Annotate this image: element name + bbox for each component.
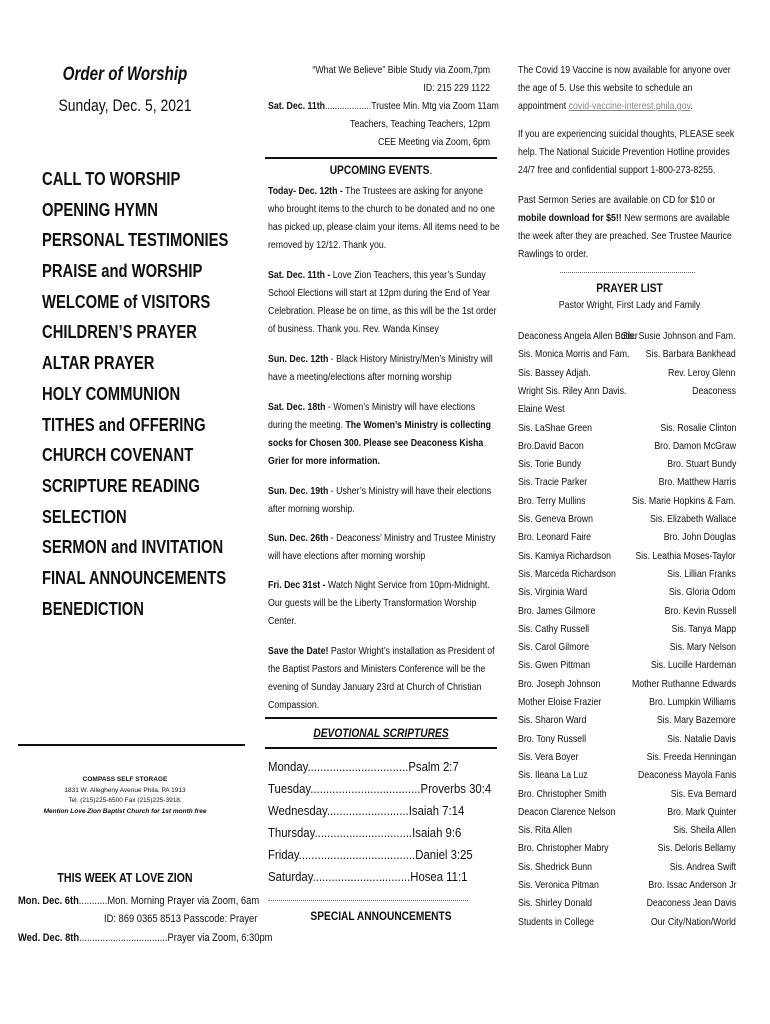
prayer-row: [518, 694, 736, 713]
prayer-row: [518, 566, 736, 585]
prayer-name: Bro. Lumpkin Williams: [649, 697, 736, 708]
leader-dots: ..........................: [326, 803, 409, 818]
this-week-event: Mon. Morning Prayer via Zoom, 6am: [107, 895, 260, 907]
sat-schedule-cont: [249, 116, 490, 152]
event-text: - Usher’s Ministry will have their elections after morning worship.: [268, 486, 492, 515]
devotional-item: [268, 844, 473, 866]
event-date: Fri. Dec 31st -: [268, 580, 326, 591]
this-week-event: ID: 869 0365 8513 Passcode: Prayer: [104, 913, 258, 925]
prayer-name: Sis. Gloria Odom: [669, 587, 736, 599]
prayer-name: Sis. Deloris Bellamy: [658, 843, 736, 855]
special-announcements-heading: SPECIAL ANNOUNCEMENTS: [310, 909, 452, 923]
leader-dots: ................................: [307, 759, 409, 774]
order-item: CALL TO WORSHIP: [42, 168, 181, 189]
event-date: Sat. Dec. 18th: [268, 402, 326, 413]
service-date: Sunday, Dec. 5, 2021: [58, 96, 192, 115]
event-text: The Trustees are asking for anyone who brought items to the church to be donated and no one has picked up, please claim your items. All items need to be removed by 12/12. Thank you.: [268, 186, 500, 251]
prayer-name: Sis. Shirley Donald: [518, 898, 593, 910]
devotional-ref: Isaiah 7:14: [408, 803, 465, 818]
prayer-name: Bro. Tony Russell: [518, 733, 587, 745]
prayer-name: Sis. Vera Boyer: [518, 751, 579, 763]
suicide-hotline-notice: If you are experiencing suicidal thoughts, PLEASE seek help. The National Suicide Prevention Hotline provides 24/7 free and confidential support 1-800-273-8255.: [518, 129, 735, 176]
devotional-ref: Hosea 11:1: [410, 869, 468, 884]
prayer-name: Sis. Gwen Pittman: [518, 660, 591, 672]
prayer-row: [518, 529, 736, 548]
upcoming-event: [268, 267, 500, 339]
prayer-name: Bro. Damon McGraw: [654, 440, 736, 452]
upcoming-event: [268, 483, 500, 519]
event-text: Love Zion Teachers, this year’s Sunday School Elections will start at 12pm during the End of Year Celebration. Please be on time, as this will be the 1st order of business. Thank you. Rev. Wanda Kinsey: [268, 270, 497, 335]
devotional-item: [268, 866, 467, 888]
event-date: Today- Dec. 12th -: [268, 186, 343, 197]
prayer-row: [518, 420, 736, 439]
prayer-name: Bro.David Bacon: [518, 440, 584, 452]
order-item: OPENING HYMN: [42, 198, 158, 220]
order-item: CHURCH COVENANT: [42, 444, 194, 466]
prayer-row: [518, 438, 736, 457]
upcoming-event: [268, 643, 500, 715]
prayer-list-subheading: Pastor Wright, First Lady and Family: [558, 300, 701, 311]
prayer-name: Sis. Bassey Adjah.: [518, 367, 591, 379]
this-week-line: [104, 913, 257, 925]
sat-schedule: [268, 98, 517, 116]
prayer-name: Sis. Tracie Parker: [518, 477, 588, 489]
devotional-day: Saturday: [268, 869, 313, 884]
prayer-row: [518, 456, 736, 475]
event-date: Sat. Dec. 11th -: [268, 270, 331, 281]
prayer-name: Bro. Joseph Johnson: [518, 678, 601, 690]
event-date: Sun. Dec. 12th: [268, 354, 329, 365]
prayer-name: Sis. Geneva Brown: [518, 514, 593, 525]
prayer-name: Sis. Ileana La Luz: [518, 770, 588, 782]
leader-dots: ..................................: [79, 932, 168, 944]
prayer-row: [518, 584, 736, 603]
upcoming-event: [268, 399, 500, 471]
section-divider: [18, 744, 245, 746]
prayer-name: Bro. Leonard Faire: [518, 532, 592, 544]
prayer-row: [518, 840, 736, 859]
prayer-row: [518, 859, 736, 878]
prayer-row: [518, 749, 736, 768]
order-item: PERSONAL TESTIMONIES: [42, 229, 229, 251]
prayer-name: Bro. Mark Quinter: [666, 806, 736, 818]
order-item: BENEDICTION: [42, 597, 144, 619]
devotional-heading: DEVOTIONAL SCRIPTURES: [313, 726, 449, 740]
prayer-row: [518, 401, 736, 420]
prayer-name: Sis. Marie Hopkins & Fam.: [632, 495, 736, 507]
sermon-series-notice: Past Sermon Series are available on CD for $10 or mobile download for $5!! New sermons are available the week after they are preached. See Trustee Maurice Rawlings to order.: [518, 195, 732, 260]
prayer-name: Sis. Susie Johnson and Fam.: [622, 331, 736, 342]
leader-dots: ...................................: [310, 781, 421, 796]
this-week-event: Prayer via Zoom, 6:30pm: [167, 932, 273, 944]
prayer-name: Sis. Freeda Henningan: [646, 751, 736, 763]
prayer-name: Bro. Terry Mullins: [518, 495, 586, 507]
prayer-list-heading: PRAYER LIST: [596, 281, 663, 295]
devotional-ref: Isaiah 9:6: [412, 825, 462, 840]
prayer-row: [518, 804, 736, 823]
prayer-row: [518, 328, 736, 347]
order-item: FINAL ANNOUNCEMENTS: [42, 566, 227, 588]
prayer-row: [518, 603, 736, 622]
prayer-name: Rev. Leroy Glenn: [668, 367, 736, 379]
event-text: - Women’s Ministry will have elections during the meeting.: [268, 402, 476, 431]
prayer-name: Sis. Carol Gilmore: [518, 642, 590, 654]
prayer-row: [518, 639, 736, 658]
prayer-name: Sis. Leathia Moses-Taylor: [635, 550, 736, 562]
prayer-name: Deaconess: [692, 385, 736, 397]
event-text-bold: The Women’s Ministry is collecting socks for Chosen 300. Please see Deaconess Kisha Grier for more information.: [268, 420, 492, 467]
bible-study-id: ID: 215 229 1122: [423, 83, 490, 94]
prayer-row: [518, 914, 736, 933]
devotional-day: Wednesday: [268, 803, 327, 818]
prayer-name: Sis. Barbara Bankhead: [645, 349, 736, 361]
prayer-name: Sis. Sheila Allen: [673, 825, 736, 837]
section-divider: [265, 747, 497, 749]
prayer-name: Sis. Veronica Pitman: [518, 880, 599, 891]
devotional-day: Monday: [268, 759, 308, 774]
order-item: WELCOME of VISITORS: [42, 290, 211, 312]
order-of-worship-list: [42, 164, 275, 624]
prayer-name: Sis. Sharon Ward: [518, 715, 587, 727]
prayer-name: Bro. Kevin Russell: [664, 605, 736, 617]
devotional-day: Thursday: [268, 825, 315, 840]
prayer-name: Sis. Cathy Russell: [518, 623, 590, 635]
sponsor-name: COMPASS SELF STORAGE: [82, 776, 168, 783]
this-week-date: Wed. Dec. 8th: [18, 932, 80, 944]
order-item: SERMON and INVITATION: [42, 536, 224, 558]
prayer-name: Deacon Clarence Nelson: [518, 806, 616, 818]
schedule-event: Trustee Min. Mtg via Zoom 11am: [371, 101, 499, 112]
prayer-name: Deaconess Angela Allen Butler: [518, 331, 638, 342]
prayer-name: Bro. Christopher Smith: [518, 788, 607, 800]
prayer-row: [518, 676, 736, 695]
devotional-day: Friday: [268, 847, 299, 862]
prayer-name: Sis. Tanya Mapp: [671, 623, 736, 635]
sponsor-phone: Tel. (215)225-6500 Fax (215)225-3918.: [68, 797, 182, 804]
prayer-name: Sis. Elizabeth Wallace: [649, 514, 736, 525]
prayer-row: [518, 657, 736, 676]
this-week-date: Mon. Dec. 6th: [18, 895, 79, 907]
prayer-row: [518, 767, 736, 786]
prayer-row: [518, 895, 736, 914]
dotted-divider: [268, 900, 468, 901]
prayer-name: Mother Ruthanne Edwards: [631, 678, 736, 690]
prayer-row: [518, 712, 736, 731]
bible-study-title: “What We Believe” Bible Study via Zoom,7pm: [312, 65, 490, 76]
schedule-event: CEE Meeting via Zoom, 6pm: [377, 137, 490, 148]
upcoming-events-heading: UPCOMING EVENTS.: [329, 163, 433, 177]
order-item: HOLY COMMUNION: [42, 382, 181, 404]
prayer-name: Students in College: [518, 916, 594, 928]
leader-dots: ...............................: [312, 869, 411, 884]
prayer-name: Sis. Andrea Swift: [669, 861, 736, 873]
prayer-name: Bro. James Gilmore: [518, 605, 596, 617]
prayer-row: [518, 346, 736, 365]
prayer-name: Sis. Natalie Davis: [667, 733, 736, 745]
event-text: - Black History Ministry/Men’s Ministry will have a meeting/elections after morning worship: [268, 354, 493, 383]
prayer-name: Sis. Eva Bernard: [670, 788, 736, 800]
order-item: TITHES and OFFERING: [42, 413, 206, 435]
section-divider: [265, 157, 497, 159]
covid-notice: The Covid 19 Vaccine is now available for anyone over the age of 5. Use this website to schedule an appointment covid-vaccine-interest.phila.gov.: [518, 65, 731, 112]
prayer-name: Bro. Christopher Mabry: [518, 843, 609, 855]
bible-study-notice: [249, 62, 490, 98]
prayer-name: Bro. Issac Anderson Jr: [647, 880, 736, 891]
devotional-item: [268, 800, 464, 822]
section-divider: [265, 717, 497, 719]
prayer-name: Sis. Mary Bazemore: [657, 715, 736, 727]
prayer-name: Sis. Rosalie Clinton: [660, 422, 736, 434]
upcoming-event: [268, 577, 500, 631]
this-week-heading: THIS WEEK AT LOVE ZION: [57, 871, 193, 885]
order-item: ALTAR PRAYER: [42, 352, 155, 374]
prayer-name: Sis. Lillian Franks: [667, 568, 736, 580]
order-item: SELECTION: [42, 505, 127, 527]
dotted-divider: [560, 272, 695, 273]
prayer-row: [518, 786, 736, 805]
prayer-name: Sis. Rita Allen: [518, 825, 573, 837]
devotional-ref: Daniel 3:25: [415, 847, 473, 862]
devotional-ref: Proverbs 30:4: [420, 781, 492, 796]
prayer-row: [518, 511, 736, 530]
event-date: Save the Date!: [268, 646, 329, 657]
prayer-name: Our City/Nation/World: [650, 916, 736, 928]
prayer-name: Sis. LaShae Green: [518, 422, 593, 434]
leader-dots: ...............................: [314, 825, 413, 840]
event-text: Pastor Wright’s installation as President of the Baptist Pastors and Ministers Conference will be the evening of Sunday January 23rd at Church of Christian Compassion.: [268, 646, 495, 711]
devotional-day: Tuesday: [268, 781, 311, 796]
devotional-ref: Psalm 2:7: [408, 759, 459, 774]
prayer-name: Sis. Mary Nelson: [669, 642, 736, 654]
prayer-name: Mother Eloise Frazier: [518, 697, 602, 708]
prayer-name: Deaconess Mayola Fanis: [637, 770, 736, 782]
prayer-name: Sis. Monica Morris and Fam.: [518, 349, 630, 361]
prayer-name: Elaine West: [518, 404, 565, 416]
order-item: PRAISE and WORSHIP: [42, 260, 203, 282]
prayer-row: [518, 731, 736, 750]
covid-link[interactable]: covid-vaccine-interest.phila.gov: [568, 101, 691, 112]
prayer-name: Bro. Matthew Harris: [658, 477, 736, 489]
leader-dots: .....................................: [298, 847, 416, 862]
mobile-download-offer: mobile download for $5!!: [518, 213, 622, 224]
upcoming-event: [268, 530, 500, 566]
schedule-event: Teachers, Teaching Teachers, 12pm: [350, 119, 490, 130]
prayer-name: Sis. Virginia Ward: [518, 587, 588, 599]
sponsor-ad: [20, 775, 230, 817]
covid-text: The Covid 19 Vaccine is now available for anyone over the age of 5. Use this website to schedule an appointment: [518, 65, 731, 112]
prayer-name: Sis. Torie Bundy: [518, 459, 582, 471]
event-date: Sun. Dec. 19th: [268, 486, 329, 497]
upcoming-event: [268, 351, 500, 387]
prayer-row: [518, 877, 736, 896]
prayer-name: Sis. Marceda Richardson: [518, 568, 616, 580]
prayer-name: Wright Sis. Riley Ann Davis.: [518, 385, 627, 397]
prayer-name: Sis. Lucille Hardeman: [650, 660, 736, 672]
this-week-line: [18, 932, 272, 944]
devotional-item: [268, 756, 459, 778]
prayer-name: Sis. Kamiya Richardson: [518, 550, 612, 562]
prayer-row: [518, 474, 736, 493]
this-week-line: [18, 895, 259, 907]
schedule-date: Sat. Dec. 11th: [268, 101, 325, 112]
order-item: CHILDREN’S PRAYER: [42, 321, 197, 343]
prayer-row: [518, 493, 736, 512]
prayer-row: [518, 621, 736, 640]
devotional-item: [268, 822, 461, 844]
devotional-item: [268, 778, 491, 800]
upcoming-event: [268, 183, 500, 255]
order-of-worship-title: Order of Worship: [62, 64, 188, 85]
prayer-row: [518, 383, 736, 402]
event-text: - Deaconess’ Ministry and Trustee Ministry will have elections after morning worship: [268, 533, 496, 562]
sponsor-address: 1831 W. Allegheny Avenue Phila. PA 1913: [64, 786, 186, 794]
order-item: SCRIPTURE READING: [42, 474, 200, 496]
prayer-name: Deaconess Jean Davis: [646, 898, 736, 910]
prayer-row: [518, 365, 736, 384]
prayer-row: [518, 822, 736, 841]
prayer-name: Sis. Shedrick Bunn: [518, 861, 593, 873]
sponsor-note: Mention Love Zion Baptist Church for 1st month free: [43, 807, 207, 815]
prayer-row: [518, 548, 736, 567]
leader-dots: ...................: [324, 101, 372, 112]
prayer-name: Bro. Stuart Bundy: [666, 459, 736, 471]
event-date: Sun. Dec. 26th: [268, 533, 329, 544]
leader-dots: ...........: [78, 895, 108, 907]
prayer-name: Bro. John Douglas: [663, 532, 736, 544]
event-text: Watch Night Service from 10pm-Midnight. Our guests will be the Liberty Transformation Worship Center.: [268, 580, 490, 627]
